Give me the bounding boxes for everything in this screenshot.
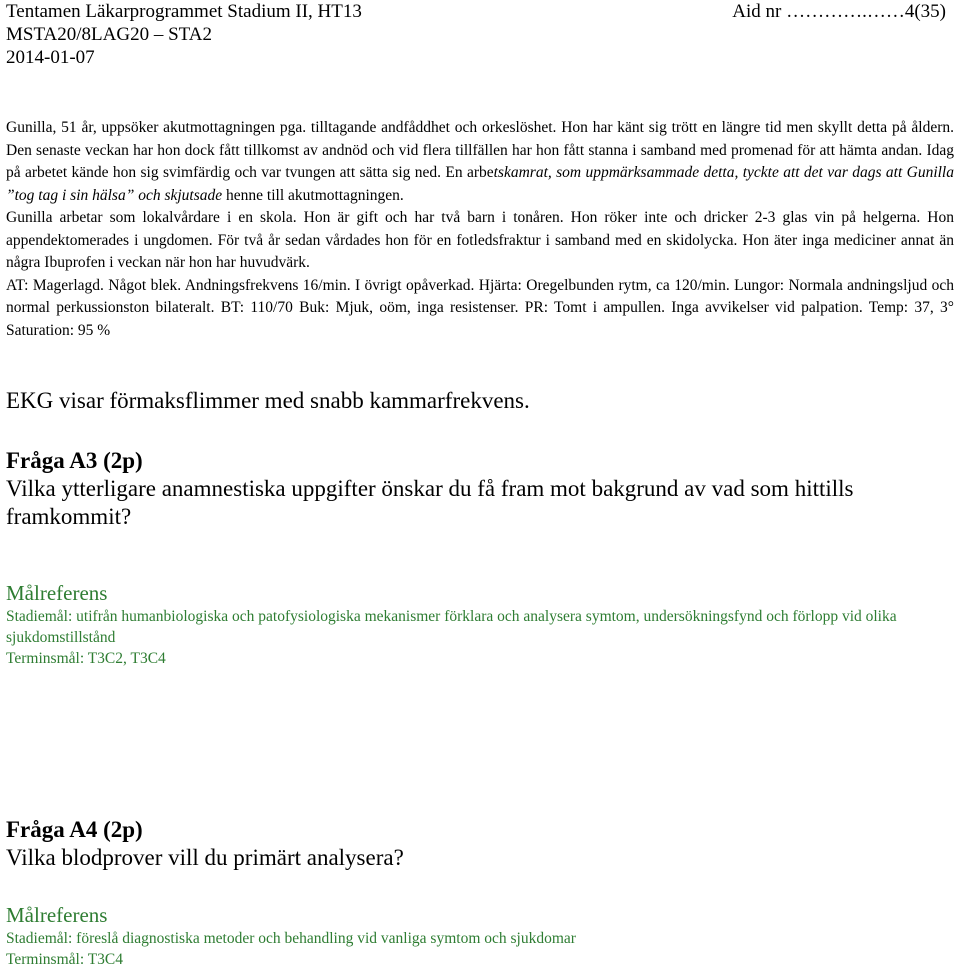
case-paragraph-1: Gunilla, 51 år, uppsöker akutmottagningen pga. tilltagande andfåddhet och orkeslöshet. Hon har känt sig trött en längre tid men skyllt detta på åldern. Den senaste veckan har hon dock fått tillkomst av andnöd och vid flera tillfällen har hon fått stanna i samband med promenad för att hämta andan. Idag på arbetet kände hon sig svimfärdig och var tvungen att sätta sig ned. En arbetskamrat, som uppmärksammade detta, tyckte att det var dags att Gunilla ”tog tag i sin hälsa” och skjutsade henne till akutmottagningen.: [6, 119, 954, 204]
exam-date: 2014-01-07: [6, 47, 95, 68]
reference-a4-heading: Målreferens: [6, 903, 108, 927]
ekg-finding: EKG visar förmaksflimmer med snabb kammarfrekvens.: [6, 388, 530, 413]
question-a4-text: Vilka blodprover vill du primärt analysera?: [6, 845, 404, 870]
case-description: [6, 117, 954, 342]
reference-a3-stadium: Stadiemål: utifrån humanbiologiska och patofysiologiska mekanismer förklara och analysera symtom, undersökningsfynd och förlopp vid olika sjukdomstillstånd: [6, 608, 897, 646]
case-paragraph-3: AT: Magerlagd. Något blek. Andningsfrekvens 16/min. I övrigt opåverkad. Hjärta: Oregelbunden rytm, ca 120/min. Lungor: Normala andningsljud och normal perkussionston bilateralt. BT: 110/70 Buk: Mjuk, oöm, inga resistenser. PR: Tomt i ampullen. Inga avvikelser vid palpation. Temp: 37, 3° Saturation: 95 %: [6, 276, 954, 339]
question-a3: [6, 447, 956, 531]
case-paragraph-2: Gunilla arbetar som lokalvårdare i en skola. Hon är gift och har två barn i tonåren. Hon röker inte och dricker 2-3 glas vin på helgerna. Hon appendektomerades i ungdomen. För två år sedan vårdades hon för en fotledsfraktur i samband med en skidolycka. Hon äter inga mediciner annat än några Ibuprofen i veckan när hon har huvudvärk.: [6, 209, 954, 271]
reference-a4-termin: Terminsmål: T3C4: [6, 951, 124, 968]
reference-a4: [6, 902, 956, 970]
reference-a3: [6, 580, 956, 669]
course-code: MSTA20/8LAG20 – STA2: [6, 24, 212, 45]
case-italic-text: tskamrat, som uppmärksammade detta, tyckte att det var dags att Gunilla ”tog tag i sin hälsa” och skjutsade: [6, 164, 954, 204]
question-a3-title: Fråga A3 (2p): [6, 448, 143, 473]
page-header: [6, 0, 946, 69]
question-a4-title: Fråga A4 (2p): [6, 817, 143, 842]
reference-a3-termin: Terminsmål: T3C2, T3C4: [6, 650, 166, 667]
reference-a3-heading: Målreferens: [6, 581, 108, 605]
question-a3-text: Vilka ytterligare anamnestiska uppgifter önskar du få fram mot bakgrund av vad som hittills framkommit?: [6, 476, 854, 529]
aid-number: Aid nr ………….……4(35): [732, 1, 946, 22]
reference-a4-stadium: Stadiemål: föreslå diagnostiska metoder och behandling vid vanliga symtom och sjukdomar: [6, 930, 576, 947]
question-a4: [6, 816, 956, 872]
exam-title: Tentamen Läkarprogrammet Stadium II, HT13: [6, 1, 362, 22]
